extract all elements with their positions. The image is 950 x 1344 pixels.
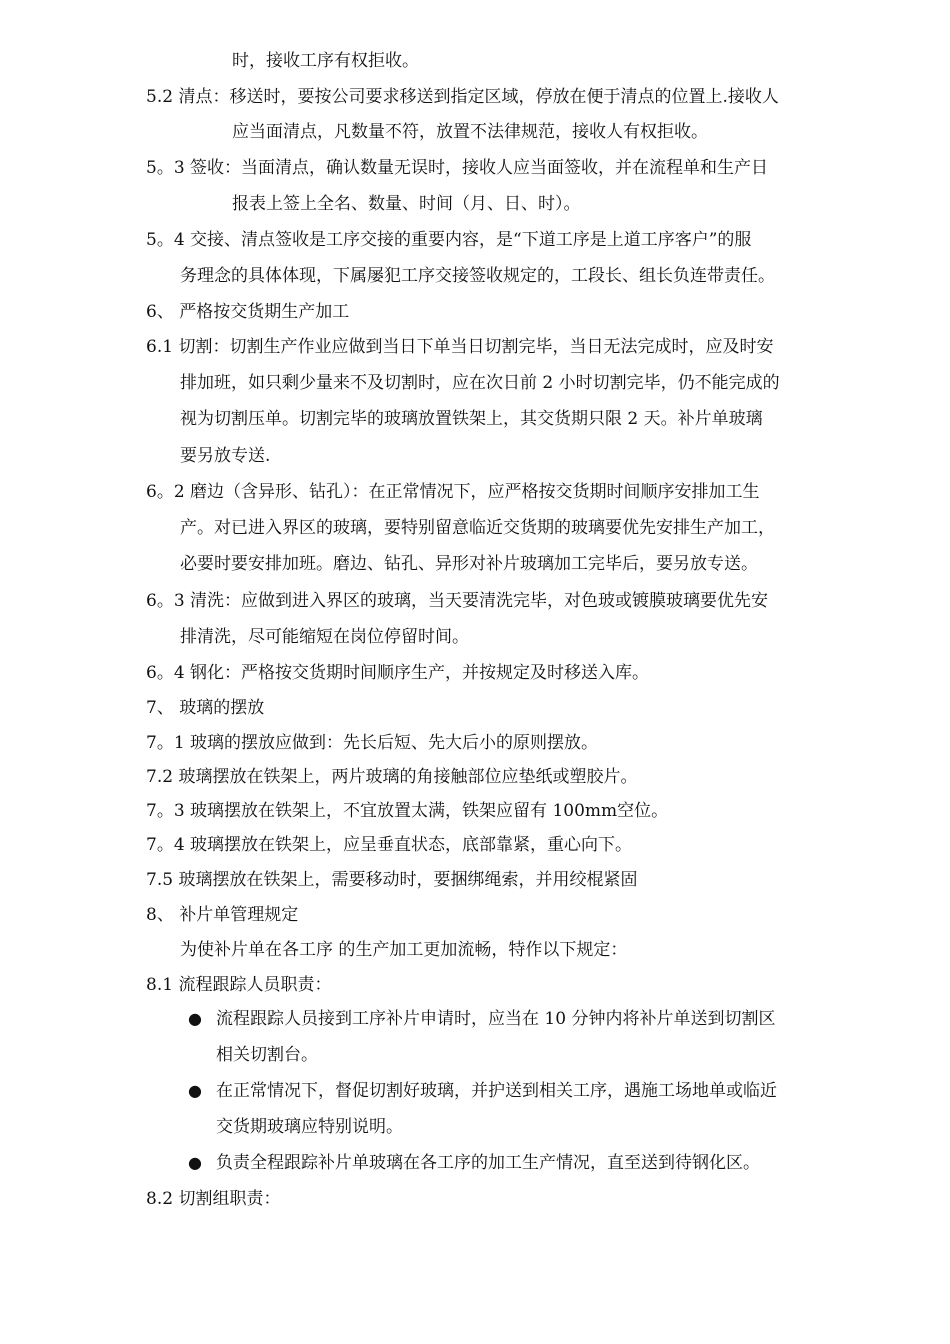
- text-line: 8.1 流程跟踪人员职责：: [146, 975, 332, 995]
- bullet-dot: ●: [188, 1009, 202, 1028]
- text-line: 6。2 磨边（含异形、钻孔）：在正常情况下，应严格按交货期时间顺序安排加工生: [146, 482, 760, 502]
- text-line: 务理念的具体体现，下属屡犯工序交接签收规定的，工段长、组长负连带责任。: [180, 266, 775, 286]
- text-line: 视为切割压单。切割完毕的玻璃放置铁架上，其交货期只限 2 天。补片单玻璃: [180, 409, 763, 429]
- section-heading: 8、 补片单管理规定: [146, 905, 299, 925]
- text-line: 5。3 签收：当面清点，确认数量无误时，接收人应当面签收，并在流程单和生产日: [146, 158, 769, 178]
- text-line: 在正常情况下，督促切割好玻璃，并护送到相关工序，遇施工场地单或临近: [216, 1081, 777, 1101]
- text-line: 7.5 玻璃摆放在铁架上，需要移动时，要捆绑绳索，并用绞棍紧固: [146, 870, 638, 890]
- text-line: 5.2 清点：移送时，要按公司要求移送到指定区域，停放在便于清点的位置上.接收人: [146, 87, 779, 107]
- text-line: 排加班，如只剩少量来不及切割时，应在次日前 2 小时切割完毕，仍不能完成的: [180, 373, 780, 393]
- bullet-dot: ●: [188, 1081, 202, 1100]
- text-line: 7。3 玻璃摆放在铁架上，不宜放置太满，铁架应留有 100mm空位。: [146, 801, 669, 821]
- text-line: 6。3 清洗：应做到进入界区的玻璃，当天要清洗完毕，对色玻或镀膜玻璃要优先安: [146, 591, 769, 611]
- text-line: 产。对已进入界区的玻璃，要特别留意临近交货期的玻璃要优先安排生产加工，: [180, 518, 775, 538]
- text-line: 报表上签上全名、数量、时间（月、日、时）。: [232, 194, 581, 214]
- text-line: 负责全程跟踪补片单玻璃在各工序的加工生产情况，直至送到待钢化区。: [216, 1153, 760, 1173]
- bullet-dot: ●: [188, 1153, 202, 1172]
- section-heading: 6、 严格按交货期生产加工: [146, 302, 350, 322]
- text-line: 排清洗，尽可能缩短在岗位停留时间。: [180, 627, 469, 647]
- text-line: 6.1 切割：切割生产作业应做到当日下单当日切割完毕，当日无法完成时，应及时安: [146, 337, 774, 357]
- text-line: 8.2 切割组职责：: [146, 1189, 281, 1209]
- text-line: 7。4 玻璃摆放在铁架上，应呈垂直状态，底部靠紧，重心向下。: [146, 835, 633, 855]
- text-line: 必要时要安排加班。磨边、钻孔、异形对补片玻璃加工完毕后，要另放专送。: [180, 554, 758, 574]
- text-line: 交货期玻璃应特别说明。: [216, 1117, 403, 1137]
- text-line: 要另放专送.: [180, 446, 271, 466]
- section-heading: 7、 玻璃的摆放: [146, 698, 265, 718]
- text-line: 为使补片单在各工序 的生产加工更加流畅，特作以下规定：: [180, 940, 628, 960]
- text-line: 应当面清点，凡数量不符，放置不法律规范，接收人有权拒收。: [232, 122, 708, 142]
- text-line: 相关切割台。: [216, 1045, 318, 1065]
- text-line: 7。1 玻璃的摆放应做到：先长后短、先大后小的原则摆放。: [146, 733, 599, 753]
- text-line: 6。4 钢化：严格按交货期时间顺序生产，并按规定及时移送入库。: [146, 663, 650, 683]
- text-line: 5。4 交接、清点签收是工序交接的重要内容，是“下道工序是上道工序客户”的服: [146, 230, 752, 250]
- text-line: 7.2 玻璃摆放在铁架上，两片玻璃的角接触部位应垫纸或塑胶片。: [146, 767, 638, 787]
- text-line: 时，接收工序有权拒收。: [232, 51, 419, 71]
- text-line: 流程跟踪人员接到工序补片申请时，应当在 10 分钟内将补片单送到切割区: [216, 1009, 776, 1029]
